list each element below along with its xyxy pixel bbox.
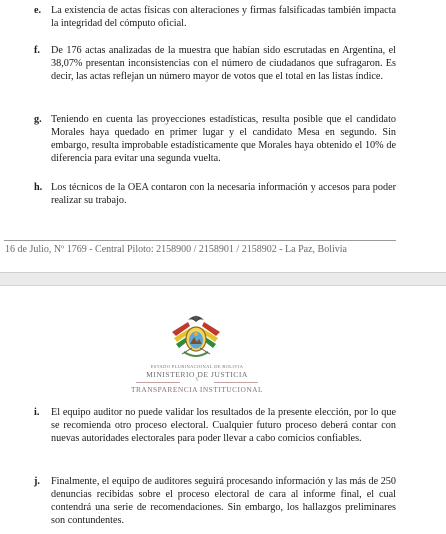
list-item-letter: g.: [34, 114, 42, 125]
logo-ministry-name: MINISTERIO DE JUSTICIA: [146, 370, 248, 379]
logo-divider: [214, 382, 258, 383]
list-item-letter: h.: [34, 182, 43, 193]
list-item-letter: f.: [34, 45, 40, 56]
list-item-j: [34, 475, 396, 527]
page-separator: [0, 272, 446, 286]
list-item-text: De 176 actas analizadas de la muestra que habían sido escrutadas en Argentina, el 38,07% presentan inconsistencias con el número de ciudadanos que sufragaron. Es decir, las actas reflejan un número mayor de votos que el total en las listas índice.: [51, 45, 396, 83]
list-item-f: [34, 44, 396, 83]
logo-state-label: ESTADO PLURINACIONAL DE BOLIVIA: [150, 364, 244, 369]
list-item-text: Finalmente, el equipo de auditores seguirá procesando información y las más de 250 denuncias recibidas sobre el proceso electoral de cara al informe final, el cual contendrá una serie de recomendaciones. Sin embargo, los hallazgos preliminares son contundentes.: [51, 476, 396, 527]
list-item-g: [34, 113, 396, 165]
logo-conjunction: Y: [195, 378, 199, 383]
ministry-logo: [112, 314, 282, 400]
logo-transparency-name: TRANSPARENCIA INSTITUCIONAL: [130, 385, 264, 394]
document-page-bottom: [0, 286, 446, 534]
page-footer: 16 de Julio, Nº 1769 - Central Piloto: 2158900 / 2158901 / 2158902 - La Paz, Bolivia: [5, 244, 347, 255]
footer-divider: [4, 240, 396, 241]
list-item-letter: i.: [34, 407, 40, 418]
list-item-text: Teniendo en cuenta las proyecciones estadísticas, resulta posible que el candidato Morales haya quedado en primer lugar y el candidato Mesa en segundo. Sin embargo, resulta improbable estadísticamente que Morales haya obtenido el 10% de diferencia para evitar una segunda vuelta.: [51, 114, 396, 165]
list-item-letter: e.: [34, 5, 42, 16]
list-item-h: [34, 181, 396, 207]
bolivia-coat-of-arms-icon: [166, 314, 226, 364]
list-item-text: Los técnicos de la OEA contaron con la necesaria información y accesos para poder realizar su trabajo.: [51, 182, 396, 207]
list-item-text: El equipo auditor no puede validar los resultados de la presente elección, por lo que se recomienda otro proceso electoral. Cualquier futuro proceso deberá contar con nuevas autoridades electorales para poder llevar a cabo comicios confiables.: [51, 407, 396, 445]
list-item-e: [34, 4, 396, 30]
list-item-text: La existencia de actas físicas con alteraciones y firmas falsificadas también impacta la integridad del cómputo oficial.: [51, 5, 396, 30]
list-item-letter: j.: [34, 476, 40, 487]
list-item-i: [34, 406, 396, 445]
